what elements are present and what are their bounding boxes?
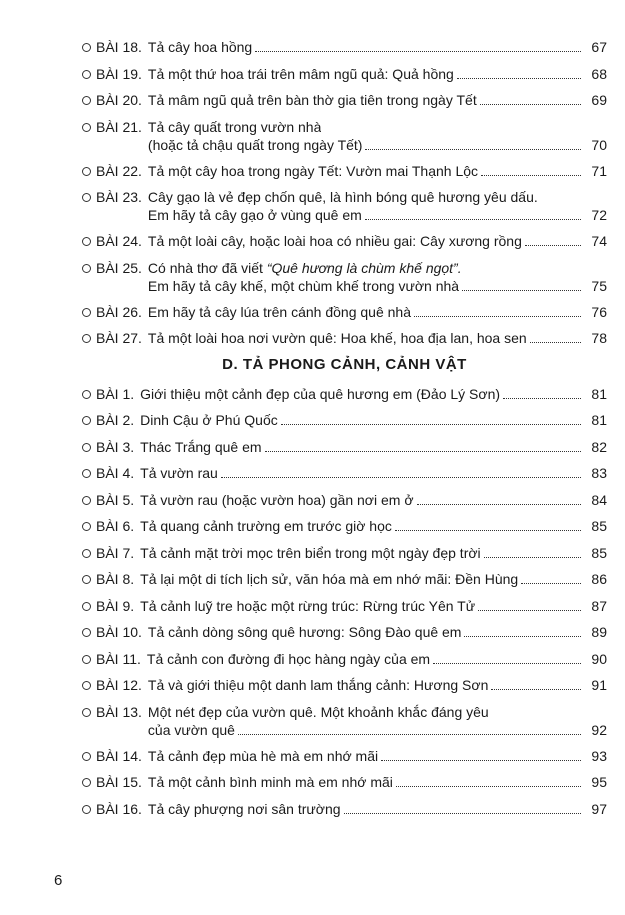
page-ref: 83 — [591, 465, 607, 481]
toc-entry — [82, 597, 607, 615]
toc-entry — [82, 385, 607, 403]
toc-entry — [82, 303, 607, 321]
toc-entry — [82, 438, 607, 456]
entry-body — [148, 232, 607, 250]
dot-leader — [281, 424, 581, 425]
entry-title — [148, 800, 341, 818]
entry-line — [148, 773, 607, 791]
entry-line — [140, 385, 607, 403]
entry-line — [148, 703, 607, 721]
lesson-number: BÀI 24. — [96, 233, 142, 249]
entry-line — [148, 303, 607, 321]
table-of-contents — [82, 38, 607, 826]
entry-title — [140, 570, 518, 588]
entry-line — [140, 517, 607, 535]
entry-title-text: Có nhà thơ đã viết — [147, 259, 263, 276]
entry-body — [148, 38, 607, 56]
entry-line — [148, 259, 607, 277]
entry-title-text: Cây gạo là vẻ đẹp chốn quê, là hình bóng quê hương yêu dấu. — [147, 189, 538, 205]
page-ref: 70 — [591, 136, 607, 153]
lesson-number: BÀI 22. — [96, 162, 142, 179]
entry-title-text: Tả vườn rau — [140, 465, 218, 481]
circle-bullet-icon — [82, 167, 91, 176]
circle-bullet-icon — [82, 469, 91, 478]
entry-title-text: Tả cây quất trong vườn nhà — [147, 118, 322, 135]
circle-bullet-icon — [82, 708, 91, 717]
entry-line — [148, 206, 607, 224]
circle-bullet-icon — [82, 602, 91, 611]
dot-leader — [478, 610, 581, 611]
entry-body — [140, 517, 607, 535]
lesson-number: BÀI 26. — [96, 303, 142, 320]
entry-body — [148, 259, 607, 295]
circle-bullet-icon — [82, 308, 91, 317]
toc-entry — [82, 676, 607, 694]
entry-title-text: Tả mâm ngũ quả trên bàn thờ gia tiên trong ngày Tết — [147, 92, 477, 108]
page-ref: 81 — [591, 385, 607, 402]
entry-body — [140, 438, 607, 456]
lesson-number: BÀI 15. — [96, 774, 142, 790]
circle-bullet-icon — [82, 390, 91, 399]
entry-line — [148, 747, 607, 765]
dot-leader — [521, 583, 581, 584]
entry-line — [140, 411, 607, 429]
entry-body — [147, 650, 607, 668]
dot-leader — [480, 104, 581, 105]
entry-body — [148, 65, 607, 83]
entry-title-text: Tả một cây hoa trong ngày Tết: Vườn mai Thạnh Lộc — [147, 162, 479, 179]
entry-body — [140, 411, 607, 429]
entry-title-text: Tả cảnh con đường đi học hàng ngày của em — [146, 650, 431, 667]
entry-title-continued: Em hãy tả cây gạo ở vùng quê em — [147, 207, 362, 223]
entry-body — [148, 773, 607, 791]
toc-entry — [82, 650, 607, 668]
toc-entry — [82, 65, 607, 83]
dot-leader — [491, 689, 581, 690]
entry-line — [148, 65, 607, 83]
lesson-number: BÀI 11. — [96, 650, 141, 667]
dot-leader — [525, 245, 581, 246]
entry-title-text: Tả cảnh đẹp mùa hè mà em nhớ mãi — [147, 747, 379, 764]
dot-leader — [484, 557, 581, 558]
entry-title-text: Tả và giới thiệu một danh lam thắng cảnh: Hương Sơn — [147, 677, 489, 693]
entry-title-text: Tả vườn rau (hoặc vườn hoa) gần nơi em ở — [140, 491, 414, 508]
lesson-number: BÀI 20. — [96, 92, 142, 108]
entry-title-text: Tả cây phượng nơi sân trường — [147, 800, 341, 817]
circle-bullet-icon — [82, 549, 91, 558]
entry-line — [148, 118, 607, 136]
entry-title-continued: của vườn quê — [147, 721, 235, 738]
circle-bullet-icon — [82, 496, 91, 505]
page-ref: 74 — [591, 233, 607, 249]
page-ref: 76 — [591, 303, 607, 320]
circle-bullet-icon — [82, 655, 91, 664]
entry-title — [140, 385, 500, 403]
entry-title — [148, 773, 393, 791]
lesson-number: BÀI 16. — [96, 800, 142, 817]
dot-leader — [395, 530, 581, 531]
circle-bullet-icon — [82, 416, 91, 425]
lesson-number: BÀI 23. — [96, 189, 142, 205]
dot-leader — [481, 175, 581, 176]
dot-leader — [457, 78, 581, 79]
toc-entry — [82, 91, 607, 109]
entry-title — [148, 623, 462, 641]
lesson-number: BÀI 2. — [96, 412, 135, 428]
circle-bullet-icon — [82, 70, 91, 79]
toc-entry — [82, 623, 607, 641]
toc-entry — [82, 703, 607, 739]
entry-title — [148, 329, 527, 347]
entry-line — [148, 277, 607, 295]
page-ref: 75 — [591, 277, 607, 294]
lesson-number: BÀI 14. — [96, 747, 142, 764]
entry-body — [140, 570, 607, 588]
entry-line — [148, 162, 607, 180]
entry-line — [140, 438, 607, 456]
entry-body — [148, 118, 607, 154]
entry-title-text: Dinh Cậu ở Phú Quốc — [140, 412, 278, 428]
entry-title — [140, 517, 392, 535]
lesson-number: BÀI 13. — [96, 703, 142, 720]
dot-leader — [417, 504, 581, 505]
entry-title-text: Tả cảnh dòng sông quê hương: Sông Đào quê em — [147, 624, 462, 640]
entry-body — [148, 623, 607, 641]
page-number: 6 — [54, 872, 63, 889]
entry-title — [140, 491, 413, 509]
dot-leader — [265, 451, 581, 452]
dot-leader — [365, 219, 581, 220]
page-ref: 89 — [591, 624, 607, 640]
toc-list-top — [82, 38, 607, 347]
toc-entry — [82, 162, 607, 180]
toc-entry — [82, 329, 607, 347]
toc-entry — [82, 747, 607, 765]
toc-list-bottom — [82, 385, 607, 818]
entry-line — [148, 623, 607, 641]
lesson-number: BÀI 21. — [96, 118, 142, 135]
circle-bullet-icon — [82, 264, 91, 273]
entry-title — [148, 676, 488, 694]
entry-title-text: Tả cảnh luỹ tre hoặc một rừng trúc: Rừng trúc Yên Tử — [140, 597, 476, 614]
circle-bullet-icon — [82, 443, 91, 452]
page-ref: 95 — [591, 774, 607, 790]
entry-title-continued: Em hãy tả cây khế, một chùm khế trong vườn nhà — [147, 277, 460, 294]
entry-title — [140, 597, 475, 615]
entry-title — [147, 650, 430, 668]
entry-title — [148, 747, 378, 765]
entry-title-text: Tả một thứ hoa trái trên mâm ngũ quả: Quả hồng — [147, 65, 454, 82]
toc-entry — [82, 411, 607, 429]
page-ref: 91 — [591, 677, 607, 693]
entry-line — [148, 676, 607, 694]
circle-bullet-icon — [82, 628, 91, 637]
page-ref: 72 — [591, 207, 607, 223]
entry-line — [148, 232, 607, 250]
dot-leader — [530, 342, 581, 343]
entry-body — [140, 544, 607, 562]
entry-title-text: Tả lại một di tích lịch sử, văn hóa mà em nhớ mãi: Đền Hùng — [140, 571, 519, 587]
entry-body — [148, 676, 607, 694]
circle-bullet-icon — [82, 237, 91, 246]
entry-line — [148, 188, 607, 206]
toc-entry — [82, 259, 607, 295]
toc-entry — [82, 38, 607, 56]
entry-body — [140, 385, 607, 403]
entry-title-text: Tả cảnh mặt trời mọc trên biển trong một ngày đẹp trời — [140, 544, 481, 561]
lesson-number: BÀI 12. — [96, 677, 142, 693]
dot-leader — [464, 636, 581, 637]
page-ref: 97 — [591, 800, 607, 817]
circle-bullet-icon — [82, 193, 91, 202]
entry-title — [148, 65, 454, 83]
page-ref: 93 — [591, 747, 607, 764]
toc-entry — [82, 570, 607, 588]
lesson-number: BÀI 18. — [96, 39, 142, 55]
circle-bullet-icon — [82, 752, 91, 761]
entry-title — [148, 188, 538, 206]
page-ref: 78 — [591, 330, 607, 346]
entry-title — [140, 544, 481, 562]
page-ref: 90 — [591, 650, 607, 667]
entry-title-quote: “Quê hương là chùm khế ngọt”. — [266, 259, 462, 276]
page-ref: 69 — [591, 92, 607, 108]
toc-entry — [82, 800, 607, 818]
entry-line — [148, 38, 607, 56]
entry-title-text: Em hãy tả cây lúa trên cánh đồng quê nhà — [147, 303, 411, 320]
toc-entry — [82, 491, 607, 509]
entry-line — [140, 464, 607, 482]
entry-title — [148, 162, 478, 180]
entry-title-text: Tả cây hoa hồng — [147, 39, 253, 55]
lesson-number: BÀI 4. — [96, 465, 135, 481]
dot-leader — [381, 760, 581, 761]
circle-bullet-icon — [82, 575, 91, 584]
section-title: D. TẢ PHONG CẢNH, CẢNH VẬT — [222, 355, 467, 373]
entry-body — [148, 800, 607, 818]
page-ref: 84 — [591, 491, 607, 508]
toc-entry — [82, 464, 607, 482]
toc-entry — [82, 232, 607, 250]
lesson-number: BÀI 10. — [96, 624, 142, 640]
entry-body — [148, 303, 607, 321]
entry-title — [148, 118, 321, 136]
entry-body — [148, 188, 607, 224]
entry-title — [148, 703, 489, 721]
lesson-number: BÀI 3. — [96, 438, 135, 455]
dot-leader — [396, 786, 581, 787]
entry-line — [140, 570, 607, 588]
entry-line — [148, 136, 607, 154]
entry-line — [147, 650, 607, 668]
entry-title — [148, 232, 522, 250]
entry-line — [148, 91, 607, 109]
entry-body — [140, 597, 607, 615]
entry-line — [148, 800, 607, 818]
dot-leader — [365, 149, 581, 150]
lesson-number: BÀI 25. — [96, 259, 142, 276]
entry-line — [140, 597, 607, 615]
page-ref: 92 — [591, 721, 607, 738]
dot-leader — [344, 813, 581, 814]
entry-title — [148, 303, 411, 321]
entry-title — [140, 464, 218, 482]
entry-title — [148, 38, 252, 56]
entry-body — [148, 91, 607, 109]
circle-bullet-icon — [82, 522, 91, 531]
entry-title-text: Tả quang cảnh trường em trước giờ học — [140, 518, 392, 534]
entry-line — [140, 544, 607, 562]
lesson-number: BÀI 9. — [96, 597, 135, 614]
lesson-number: BÀI 6. — [96, 518, 135, 534]
circle-bullet-icon — [82, 805, 91, 814]
toc-entry — [82, 544, 607, 562]
dot-leader — [414, 316, 581, 317]
circle-bullet-icon — [82, 778, 91, 787]
entry-line — [148, 721, 607, 739]
entry-body — [148, 747, 607, 765]
entry-line — [148, 329, 607, 347]
lesson-number: BÀI 8. — [96, 571, 135, 587]
dot-leader — [433, 663, 581, 664]
lesson-number: BÀI 27. — [96, 330, 142, 346]
dot-leader — [221, 477, 581, 478]
page-ref: 87 — [591, 597, 607, 614]
page-ref: 67 — [591, 39, 607, 55]
entry-title-text: Giới thiệu một cảnh đẹp của quê hương em (Đảo Lý Sơn) — [140, 385, 501, 402]
lesson-number: BÀI 1. — [96, 385, 135, 402]
entry-title-text: Tả một loài hoa nơi vườn quê: Hoa khế, hoa địa lan, hoa sen — [147, 330, 527, 346]
entry-title-text: Tả một cảnh bình minh mà em nhớ mãi — [147, 774, 393, 790]
toc-entry — [82, 517, 607, 535]
page-ref: 81 — [591, 412, 607, 428]
circle-bullet-icon — [82, 123, 91, 132]
circle-bullet-icon — [82, 334, 91, 343]
page-ref: 82 — [591, 438, 607, 455]
dot-leader — [238, 734, 581, 735]
page-ref: 86 — [591, 571, 607, 587]
entry-line — [140, 491, 607, 509]
page-ref: 85 — [591, 544, 607, 561]
dot-leader — [503, 398, 581, 399]
entry-title — [148, 91, 477, 109]
lesson-number: BÀI 19. — [96, 65, 142, 82]
circle-bullet-icon — [82, 681, 91, 690]
entry-body — [140, 464, 607, 482]
entry-title-text: Tả một loài cây, hoặc loài hoa có nhiều gai: Cây xương rồng — [147, 233, 522, 249]
entry-title — [140, 438, 261, 456]
dot-leader — [255, 51, 581, 52]
circle-bullet-icon — [82, 96, 91, 105]
page-ref: 71 — [591, 162, 607, 179]
entry-body — [148, 162, 607, 180]
dot-leader — [462, 290, 581, 291]
entry-title-continued: (hoặc tả chậu quất trong ngày Tết) — [147, 136, 363, 153]
lesson-number: BÀI 7. — [96, 544, 135, 561]
entry-body — [148, 329, 607, 347]
toc-entry — [82, 773, 607, 791]
toc-entry — [82, 188, 607, 224]
page-ref: 85 — [591, 518, 607, 534]
entry-title-text: Thác Trắng quê em — [140, 438, 262, 455]
entry-body — [148, 703, 607, 739]
entry-body — [140, 491, 607, 509]
page-ref: 68 — [591, 65, 607, 82]
toc-entry — [82, 118, 607, 154]
entry-title — [148, 259, 462, 277]
entry-title — [140, 411, 278, 429]
lesson-number: BÀI 5. — [96, 491, 135, 508]
entry-title-text: Một nét đẹp của vườn quê. Một khoảnh khắc đáng yêu — [147, 703, 489, 720]
circle-bullet-icon — [82, 43, 91, 52]
